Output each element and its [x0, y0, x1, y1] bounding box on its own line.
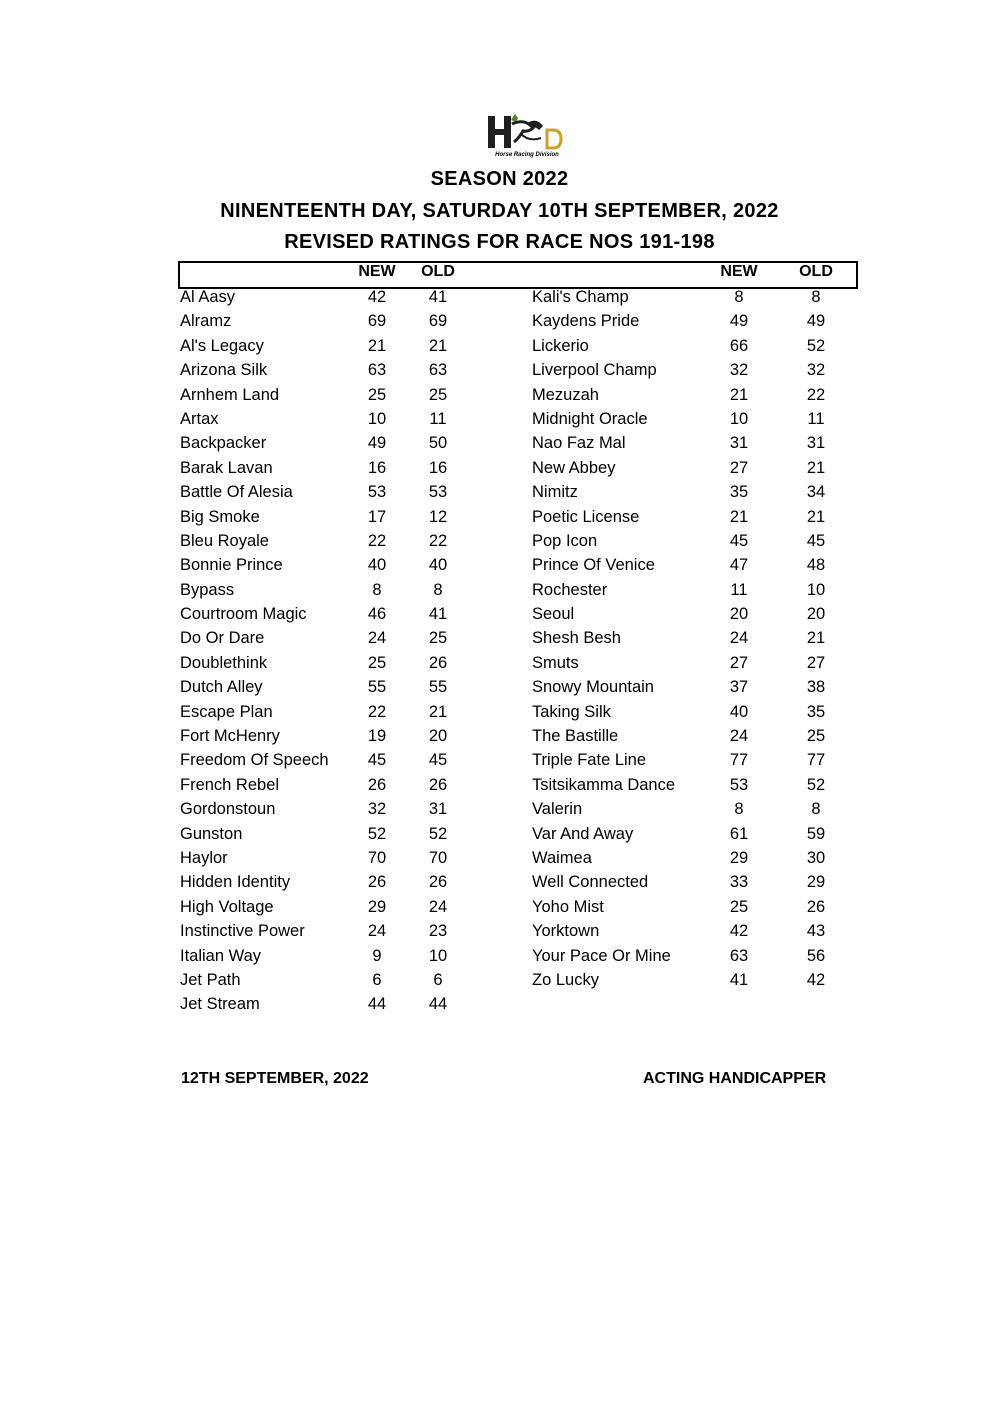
new-rating: 24: [729, 727, 749, 746]
old-rating: 69: [428, 312, 448, 331]
hrd-logo: [485, 112, 569, 162]
old-rating: 70: [428, 848, 448, 867]
old-rating: 25: [806, 727, 826, 746]
old-rating: 41: [428, 605, 448, 624]
old-rating: 22: [806, 385, 826, 404]
old-rating: 49: [806, 312, 826, 331]
table-row: [0, 872, 999, 896]
old-rating: 63: [428, 361, 448, 380]
new-rating: 40: [729, 702, 749, 721]
old-rating: 21: [428, 336, 448, 355]
new-rating: 45: [729, 531, 749, 550]
table-row: [0, 531, 999, 555]
new-rating: 49: [729, 312, 749, 331]
horse-name: Artax: [180, 409, 219, 428]
horse-name: Battle Of Alesia: [180, 483, 293, 502]
old-rating: 55: [428, 678, 448, 697]
new-rating: 6: [372, 970, 382, 989]
table-row: [0, 750, 999, 774]
new-rating: 20: [729, 605, 749, 624]
table-row: [0, 507, 999, 531]
old-rating: 45: [428, 751, 448, 770]
horse-name: Big Smoke: [180, 507, 260, 526]
footer-date: 12TH SEPTEMBER, 2022: [181, 1070, 369, 1087]
old-rating: 21: [806, 458, 826, 477]
col-new-left: NEW: [358, 263, 396, 280]
new-rating: 22: [367, 702, 387, 721]
new-rating: 69: [367, 312, 387, 331]
horse-name: Waimea: [532, 848, 592, 867]
horse-name: Jet Stream: [180, 995, 260, 1014]
table-row: [0, 726, 999, 750]
old-rating: 48: [806, 556, 826, 575]
horse-name: Seoul: [532, 605, 575, 624]
old-rating: 10: [806, 580, 826, 599]
horse-name: Courtroom Magic: [180, 605, 307, 624]
old-rating: 40: [428, 556, 448, 575]
new-rating: 29: [729, 848, 749, 867]
horse-name: Do Or Dare: [180, 629, 265, 648]
horse-name: Liverpool Champ: [532, 361, 657, 380]
new-rating: 63: [729, 946, 749, 965]
new-rating: 53: [367, 483, 387, 502]
new-rating: 49: [367, 434, 387, 453]
new-rating: 25: [367, 385, 387, 404]
horse-name: Arnhem Land: [180, 385, 280, 404]
horse-name: Your Pace Or Mine: [532, 946, 671, 965]
season-title: SEASON 2022: [430, 168, 569, 190]
table-row: [0, 336, 999, 360]
horse-name: Arizona Silk: [180, 361, 268, 380]
table-row: [0, 824, 999, 848]
new-rating: 42: [729, 922, 749, 941]
table-row: [0, 580, 999, 604]
old-rating: 52: [806, 775, 826, 794]
old-rating: 29: [806, 873, 826, 892]
horse-name: Snowy Mountain: [532, 678, 654, 697]
new-rating: 63: [367, 361, 387, 380]
table-row: [0, 604, 999, 628]
col-old-right: OLD: [799, 263, 833, 280]
old-rating: 11: [429, 409, 447, 428]
table-row: [0, 677, 999, 701]
old-rating: 52: [428, 824, 448, 843]
horse-name: Alramz: [180, 312, 232, 331]
table-row: [0, 555, 999, 579]
old-rating: 6: [433, 970, 443, 989]
new-rating: 32: [367, 800, 387, 819]
table-row: [0, 970, 999, 994]
horse-name: Zo Lucky: [532, 970, 599, 989]
horse-name: Al Aasy: [180, 288, 236, 306]
new-rating: 26: [367, 775, 387, 794]
table-row: [0, 287, 999, 311]
horse-name: Nimitz: [532, 483, 578, 502]
old-rating: 24: [428, 897, 448, 916]
new-rating: 19: [367, 727, 387, 746]
table-row: [0, 482, 999, 506]
old-rating: 26: [428, 653, 448, 672]
horse-name: Dutch Alley: [180, 678, 263, 697]
table-row: [0, 921, 999, 945]
horse-name: French Rebel: [180, 775, 280, 794]
new-rating: 11: [730, 580, 748, 599]
horse-name: Gordonstoun: [180, 800, 276, 819]
horse-name: Bleu Royale: [180, 531, 269, 550]
old-rating: 11: [807, 409, 825, 428]
table-row: [0, 385, 999, 409]
horse-name: Hidden Identity: [180, 873, 291, 892]
table-row: [0, 897, 999, 921]
new-rating: 77: [729, 751, 749, 770]
race-day-title: NINENTEENTH DAY, SATURDAY 10TH SEPTEMBER, 2022: [220, 200, 779, 222]
old-rating: 35: [806, 702, 826, 721]
col-new-right: NEW: [720, 263, 758, 280]
new-rating: 24: [367, 922, 387, 941]
new-rating: 46: [367, 605, 387, 624]
old-rating: 31: [806, 434, 826, 453]
old-rating: 25: [428, 629, 448, 648]
new-rating: 29: [367, 897, 387, 916]
new-rating: 26: [367, 873, 387, 892]
horse-name: Italian Way: [180, 946, 262, 965]
horse-name: Rochester: [532, 580, 608, 599]
new-rating: 45: [367, 751, 387, 770]
new-rating: 17: [367, 507, 387, 526]
old-rating: 26: [428, 775, 448, 794]
table-row: [0, 628, 999, 652]
horse-name: Lickerio: [532, 336, 589, 355]
old-rating: 26: [806, 897, 826, 916]
horse-name: Bonnie Prince: [180, 556, 283, 575]
new-rating: 35: [729, 483, 749, 502]
table-row: [0, 311, 999, 335]
old-rating: 52: [806, 336, 826, 355]
horse-name: Valerin: [532, 800, 583, 819]
horse-name: Backpacker: [180, 434, 267, 453]
logo-caption: Horse Racing Division: [495, 152, 559, 158]
hrd-logo-icon: [485, 112, 569, 152]
horse-name: Smuts: [532, 653, 579, 672]
col-old-left: OLD: [421, 263, 455, 280]
old-rating: 16: [428, 458, 448, 477]
new-rating: 41: [729, 970, 749, 989]
old-rating: 38: [806, 678, 826, 697]
horse-name: Gunston: [180, 824, 243, 843]
ratings-table: [0, 287, 999, 1019]
old-rating: 10: [428, 946, 448, 965]
old-rating: 20: [806, 605, 826, 624]
table-row: [0, 775, 999, 799]
horse-name: Var And Away: [532, 824, 634, 843]
horse-name: Poetic License: [532, 507, 640, 526]
new-rating: 42: [367, 288, 387, 306]
horse-name: Taking Silk: [532, 702, 611, 721]
horse-name: New Abbey: [532, 458, 616, 477]
table-row: [0, 433, 999, 457]
old-rating: 43: [806, 922, 826, 941]
footer-signatory: ACTING HANDICAPPER: [643, 1070, 827, 1087]
horse-name: Bypass: [180, 580, 235, 599]
new-rating: 24: [729, 629, 749, 648]
horse-name: Haylor: [180, 848, 228, 867]
old-rating: 21: [806, 629, 826, 648]
horse-name: Mezuzah: [532, 385, 599, 404]
old-rating: 26: [428, 873, 448, 892]
new-rating: 44: [367, 995, 387, 1014]
table-row: [0, 653, 999, 677]
table-row: [0, 409, 999, 433]
new-rating: 32: [729, 361, 749, 380]
new-rating: 16: [367, 458, 387, 477]
horse-name: Kaydens Pride: [532, 312, 640, 331]
old-rating: 21: [428, 702, 448, 721]
horse-name: Tsitsikamma Dance: [532, 775, 676, 794]
horse-name: High Voltage: [180, 897, 274, 916]
horse-name: Yorktown: [532, 922, 600, 941]
new-rating: 70: [367, 848, 387, 867]
horse-name: Yoho Mist: [532, 897, 604, 916]
new-rating: 21: [729, 507, 749, 526]
new-rating: 21: [367, 336, 387, 355]
table-row: [0, 360, 999, 384]
old-rating: 45: [806, 531, 826, 550]
horse-name: Well Connected: [532, 873, 649, 892]
new-rating: 27: [729, 458, 749, 477]
old-rating: 44: [428, 995, 448, 1014]
new-rating: 52: [367, 824, 387, 843]
horse-name: Kali's Champ: [532, 288, 629, 306]
new-rating: 8: [372, 580, 382, 599]
horse-name: Freedom Of Speech: [180, 751, 329, 770]
old-rating: 21: [806, 507, 826, 526]
old-rating: 50: [428, 434, 448, 453]
old-rating: 31: [428, 800, 448, 819]
old-rating: 27: [806, 653, 826, 672]
new-rating: 37: [729, 678, 749, 697]
new-rating: 25: [367, 653, 387, 672]
old-rating: 59: [806, 824, 826, 843]
horse-name: Jet Path: [180, 970, 241, 989]
new-rating: 8: [734, 288, 744, 306]
new-rating: 55: [367, 678, 387, 697]
new-rating: 27: [729, 653, 749, 672]
table-row: [0, 458, 999, 482]
old-rating: 8: [433, 580, 443, 599]
horse-name: Doublethink: [180, 653, 268, 672]
table-row: [0, 946, 999, 970]
new-rating: 24: [367, 629, 387, 648]
old-rating: 8: [811, 800, 821, 819]
horse-name: Al's Legacy: [180, 336, 264, 355]
horse-name: The Bastille: [532, 727, 619, 746]
new-rating: 66: [729, 336, 749, 355]
table-row: [0, 848, 999, 872]
new-rating: 40: [367, 556, 387, 575]
new-rating: 25: [729, 897, 749, 916]
horse-name: Nao Faz Mal: [532, 434, 626, 453]
old-rating: 32: [806, 361, 826, 380]
old-rating: 53: [428, 483, 448, 502]
horse-name: Triple Fate Line: [532, 751, 647, 770]
horse-name: Escape Plan: [180, 702, 273, 721]
ratings-subtitle: REVISED RATINGS FOR RACE NOS 191-198: [284, 231, 715, 253]
horse-name: Barak Lavan: [180, 458, 273, 477]
new-rating: 10: [729, 409, 749, 428]
table-row: [0, 799, 999, 823]
old-rating: 23: [428, 922, 448, 941]
old-rating: 22: [428, 531, 448, 550]
new-rating: 47: [729, 556, 749, 575]
old-rating: 56: [806, 946, 826, 965]
new-rating: 22: [367, 531, 387, 550]
old-rating: 77: [806, 751, 826, 770]
horse-name: Prince Of Venice: [532, 556, 655, 575]
horse-name: Fort McHenry: [180, 727, 280, 746]
table-row: [0, 702, 999, 726]
new-rating: 33: [729, 873, 749, 892]
old-rating: 12: [428, 507, 448, 526]
new-rating: 61: [729, 824, 749, 843]
old-rating: 8: [811, 288, 821, 306]
new-rating: 53: [729, 775, 749, 794]
horse-name: Midnight Oracle: [532, 409, 648, 428]
new-rating: 8: [734, 800, 744, 819]
new-rating: 21: [729, 385, 749, 404]
old-rating: 42: [806, 970, 826, 989]
old-rating: 41: [428, 288, 448, 306]
horse-name: Instinctive Power: [180, 922, 305, 941]
table-row: [0, 994, 999, 1018]
old-rating: 20: [428, 727, 448, 746]
old-rating: 34: [806, 483, 826, 502]
new-rating: 9: [372, 946, 382, 965]
horse-name: Pop Icon: [532, 531, 598, 550]
new-rating: 31: [729, 434, 749, 453]
old-rating: 25: [428, 385, 448, 404]
new-rating: 10: [367, 409, 387, 428]
old-rating: 30: [806, 848, 826, 867]
horse-name: Shesh Besh: [532, 629, 621, 648]
